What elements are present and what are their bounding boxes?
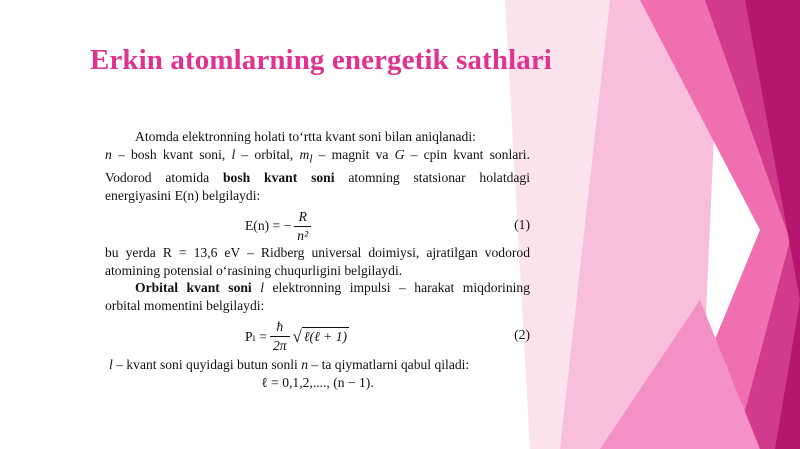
- para4-line2: ℓ = 0,1,2,...., (n − 1).: [261, 375, 374, 391]
- equation-1: [105, 204, 530, 244]
- eq1-number: (1): [514, 217, 530, 233]
- para1-line3: Vodorod atomida bosh kvant soni atomning statsionar holatdagi: [105, 169, 530, 185]
- eq2-radicand: ℓ(ℓ + 1): [303, 329, 348, 345]
- eq2-radical-sign: √: [292, 327, 302, 347]
- para3-line1: Orbital kvant soni l elektronning impulsi – harakat miqdorining: [135, 280, 530, 296]
- para1-line1: Atomda elektronning holati to‘rtta kvant soni bilan aniqlanadi:: [135, 129, 476, 144]
- eq2-sqrt: [293, 327, 350, 346]
- para2-line1: bu yerda R = 13,6 eV – Ridberg universal doimiysi, ajratilgan vodorod: [105, 245, 530, 261]
- para4-line1: l – kvant soni quyidagi butun sonli n – ta qiymatlarni qabul qiladi:: [109, 357, 470, 373]
- slide-title: Erkin atomlarning energetik sathlari: [90, 44, 552, 76]
- eq2-denominator: 2π: [270, 336, 290, 355]
- para1-line4: energiyasini E(n) belgilaydi:: [105, 187, 261, 203]
- eq2-numerator: ħ: [276, 319, 284, 335]
- para2-line2: atomining potensial o‘rasining chuqurligini belgilaydi.: [105, 262, 403, 278]
- eq2-lhs: Pₗ =: [245, 328, 267, 344]
- eq1-fraction: [294, 208, 311, 244]
- equation-2: [105, 314, 530, 356]
- eq1-lhs: E(n) = −: [245, 218, 292, 234]
- eq2-fraction: [270, 318, 290, 354]
- eq2-number: (2): [514, 327, 530, 343]
- eq1-numerator: R: [298, 209, 307, 225]
- para3-line2: orbital momentini belgilaydi:: [105, 297, 265, 313]
- eq1-denominator: n²: [294, 226, 311, 245]
- para1-line2: n – bosh kvant soni, l – orbital, $m_l$ – magnit va G – cpin kvant sonlari.: [105, 146, 530, 166]
- slide-body: [105, 128, 530, 392]
